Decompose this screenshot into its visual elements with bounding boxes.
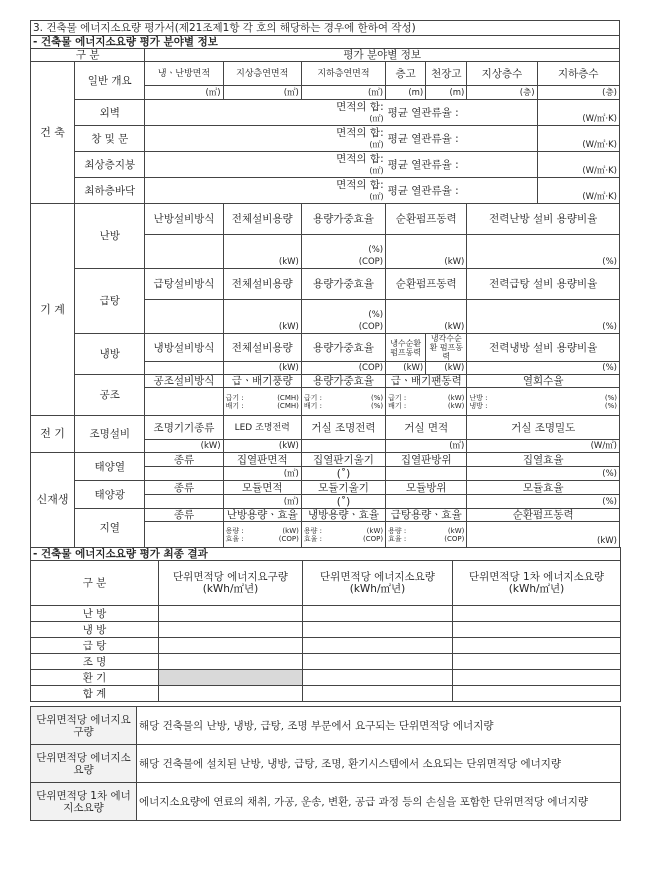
- pv-col-area: 모듈면적: [223, 481, 301, 495]
- result-row-total: 합 계: [31, 686, 159, 702]
- floor-area-sum: 면적의 합: (㎡): [145, 178, 386, 204]
- hot-pump-unit: (kW): [386, 300, 467, 334]
- heat-pump-unit: (kW): [386, 235, 467, 269]
- hot-col-ratio: 전력급탕 설비 용량비율: [467, 269, 620, 300]
- section-info-header: - 건축물 에너지소요량 평가 분야별 정보: [31, 36, 620, 49]
- geo-col-type: 종류: [145, 509, 223, 522]
- cool-ratio-unit: (%): [467, 362, 620, 375]
- cool-col-cw-pump: 냉각수순환 펌프동력: [426, 334, 467, 362]
- gen-col-above-floors: 지상층수: [467, 62, 537, 86]
- def-term-primary: 단위면적당 1차 에너지소요량: [31, 783, 137, 821]
- result-row-heating: 난 방: [31, 606, 159, 622]
- window-u-unit: (W/㎡·K): [537, 126, 619, 152]
- elec-col-led: LED 조명전력: [223, 416, 301, 440]
- sh-eff-unit: (%): [467, 467, 620, 481]
- hot-col-pump: 순환펌프동력: [386, 269, 467, 300]
- air-col-flow: 급ㆍ배기풍량: [223, 375, 301, 388]
- sh-col-tilt: 집열판기울기: [301, 453, 385, 467]
- ventilation-demand-na: [159, 670, 303, 686]
- cool-col-system: 냉방설비방식: [145, 334, 223, 362]
- result-row-hot-water: 급 탕: [31, 638, 159, 654]
- sh-azimuth-value: [386, 467, 467, 481]
- air-recovery-values: 난방 : (%) 냉방 : (%): [467, 388, 620, 416]
- elec-type-unit: (kW): [145, 440, 223, 453]
- top-roof-label: 최상층지붕: [75, 152, 145, 178]
- wall-area-sum: 면적의 합: (㎡): [145, 100, 386, 126]
- hot-col-capacity: 전체설비용량: [223, 269, 301, 300]
- pv-col-azimuth: 모듈방위: [386, 481, 467, 495]
- gen-unit-5: (층): [467, 86, 537, 100]
- elec-col-density: 거실 조명밀도: [467, 416, 620, 440]
- renew-label: 신재생: [31, 453, 75, 548]
- geo-type-value: [145, 522, 223, 548]
- hot-col-efficiency: 용량가중효율: [301, 269, 385, 300]
- cool-col-chw-pump: 냉수순환 펌프동력: [386, 334, 426, 362]
- pv-col-tilt: 모듈기울기: [301, 481, 385, 495]
- energy-evaluation-form: [30, 20, 620, 821]
- result-row-cooling: 냉 방: [31, 622, 159, 638]
- hot-system-value: [145, 300, 223, 334]
- air-system-value: [145, 388, 223, 416]
- category-header: 구 분: [31, 49, 145, 62]
- cooling-label: 냉방: [75, 334, 145, 375]
- result-category-header: 구 분: [31, 561, 159, 606]
- result-row-lighting: 조 명: [31, 654, 159, 670]
- heat-eff-unit: (%) (COP): [301, 235, 385, 269]
- cool-cw-unit: (kW): [426, 362, 467, 375]
- roof-u-unit: (W/㎡·K): [537, 152, 619, 178]
- gen-unit-1: (㎡): [223, 86, 301, 100]
- gen-col-ceiling-height: 천장고: [426, 62, 467, 86]
- geo-col-hot: 급탕용량ㆍ효율: [386, 509, 467, 522]
- air-col-fan: 급ㆍ배기팬동력: [386, 375, 467, 388]
- geo-col-heat: 난방용량ㆍ효율: [223, 509, 301, 522]
- wall-avg-u: 평균 열관류율 :: [386, 100, 537, 126]
- elec-col-room-area: 거실 면적: [386, 416, 467, 440]
- arch-label: 건 축: [31, 62, 75, 204]
- geo-cool-values: 용량 : (kW) 효율 : (COP): [301, 522, 385, 548]
- gen-col-hvac-area: 냉ㆍ난방면적: [145, 62, 223, 86]
- cool-col-efficiency: 용량가중효율: [301, 334, 385, 362]
- pv-area-unit: (㎡): [223, 495, 301, 509]
- gen-unit-2: (㎡): [301, 86, 385, 100]
- def-text-consumption: 해당 건축물에 설치된 난방, 냉방, 급탕, 조명, 환기시스템에서 소요되는 단위면적당 에너지량: [137, 745, 621, 783]
- def-term-demand: 단위면적당 에너지요구량: [31, 707, 137, 745]
- gen-col-floor-height: 층고: [386, 62, 426, 86]
- mech-label: 기 계: [31, 204, 75, 416]
- sh-col-type: 종류: [145, 453, 223, 467]
- gen-unit-4: (m): [426, 86, 467, 100]
- gen-unit-0: (㎡): [145, 86, 223, 100]
- pv-col-type: 종류: [145, 481, 223, 495]
- sh-type-value: [145, 467, 223, 481]
- sh-col-area: 집열판면적: [223, 453, 301, 467]
- sh-area-unit: (㎡): [223, 467, 301, 481]
- sh-col-azimuth: 집열판방위: [386, 453, 467, 467]
- bottom-floor-label: 최하층바닥: [75, 178, 145, 204]
- window-door-label: 창 및 문: [75, 126, 145, 152]
- pv-tilt-unit: (˚): [301, 495, 385, 509]
- hot-kw-unit: (kW): [223, 300, 301, 334]
- cool-cop-unit: (COP): [301, 362, 385, 375]
- cool-chw-unit: (kW): [386, 362, 426, 375]
- gen-col-above-area: 지상층연면적: [223, 62, 301, 86]
- sh-tilt-unit: (˚): [301, 467, 385, 481]
- geo-hot-values: 용량 : (kW) 효율 : (COP): [386, 522, 467, 548]
- air-col-system: 공조설비방식: [145, 375, 223, 388]
- evaluation-info-table: [30, 20, 620, 548]
- gen-unit-3: (m): [386, 86, 426, 100]
- gen-unit-6: (층): [537, 86, 619, 100]
- elec-density-unit: (W/㎡): [467, 440, 620, 453]
- result-col-consumption: 단위면적당 에너지소요량 (kWh/㎡년): [303, 561, 453, 606]
- air-handling-label: 공조: [75, 375, 145, 416]
- heat-col-system: 난방설비방식: [145, 204, 223, 235]
- geothermal-label: 지열: [75, 509, 145, 548]
- window-area-sum: 면적의 합: (㎡): [145, 126, 386, 152]
- elec-area-unit: (㎡): [386, 440, 467, 453]
- exterior-wall-label: 외벽: [75, 100, 145, 126]
- form-title: 3. 건축물 에너지소요량 평가서(제21조제1항 각 호의 해당하는 경우에 한하여 작성): [31, 21, 620, 36]
- info-header: 평가 분야별 정보: [145, 49, 620, 62]
- cool-system-value: [145, 362, 223, 375]
- pv-type-value: [145, 495, 223, 509]
- floor-avg-u: 평균 열관류율 :: [386, 178, 537, 204]
- elec-label: 전 기: [31, 416, 75, 453]
- heat-col-efficiency: 용량가중효율: [301, 204, 385, 235]
- heat-col-ratio: 전력난방 설비 용량비율: [467, 204, 620, 235]
- heat-kw-unit: (kW): [223, 235, 301, 269]
- geo-col-cool: 냉방용량ㆍ효율: [301, 509, 385, 522]
- wall-u-unit: (W/㎡·K): [537, 100, 619, 126]
- geo-heat-values: 용량 : (kW) 효율 : (COP): [223, 522, 301, 548]
- final-result-table: [30, 547, 621, 702]
- section-result-header: - 건축물 에너지소요량 평가 최종 결과: [31, 548, 621, 561]
- result-col-primary: 단위면적당 1차 에너지소요량 (kWh/㎡년): [453, 561, 621, 606]
- cool-kw-unit: (kW): [223, 362, 301, 375]
- heat-col-capacity: 전체설비용량: [223, 204, 301, 235]
- elec-led-unit: (kW): [223, 440, 301, 453]
- heating-label: 난방: [75, 204, 145, 269]
- sh-col-eff: 집열효율: [467, 453, 620, 467]
- heat-ratio-unit: (%): [467, 235, 620, 269]
- pv-label: 태양광: [75, 481, 145, 509]
- elec-col-room-power: 거실 조명전력: [301, 416, 385, 440]
- hot-col-system: 급탕설비방식: [145, 269, 223, 300]
- general-overview-label: 일반 개요: [75, 62, 145, 100]
- floor-u-unit: (W/㎡·K): [537, 178, 619, 204]
- air-flow-values: 급기 : (CMH) 배기 : (CMH): [223, 388, 301, 416]
- roof-area-sum: 면적의 합: (㎡): [145, 152, 386, 178]
- heat-system-value: [145, 235, 223, 269]
- hot-ratio-unit: (%): [467, 300, 620, 334]
- elec-col-type: 조명기기종류: [145, 416, 223, 440]
- result-row-ventilation: 환 기: [31, 670, 159, 686]
- gen-col-below-floors: 지하층수: [537, 62, 619, 86]
- roof-avg-u: 평균 열관류율 :: [386, 152, 537, 178]
- pv-col-eff: 모듈효율: [467, 481, 620, 495]
- pv-azimuth-value: [386, 495, 467, 509]
- lighting-label: 조명설비: [75, 416, 145, 453]
- result-col-demand: 단위면적당 에너지요구량 (kWh/㎡년): [159, 561, 303, 606]
- def-text-primary: 에너지소요량에 연료의 채취, 가공, 운송, 변환, 공급 과정 등의 손실을 포함한 단위면적당 에너지량: [137, 783, 621, 821]
- air-fan-values: 급기 : (kW) 배기 : (kW): [386, 388, 467, 416]
- air-col-recovery: 열회수율: [467, 375, 620, 388]
- geo-pump-unit: (kW): [467, 522, 620, 548]
- geo-col-pump: 순환펌프동력: [467, 509, 620, 522]
- elec-area-blank: [301, 440, 385, 453]
- gen-col-below-area: 지하층연면적: [301, 62, 385, 86]
- definitions-table: [30, 706, 621, 821]
- solar-thermal-label: 태양열: [75, 453, 145, 481]
- air-col-efficiency: 용량가중효율: [301, 375, 385, 388]
- air-eff-values: 급기 : (%) 배기 : (%): [301, 388, 385, 416]
- hot-water-label: 급탕: [75, 269, 145, 334]
- heat-col-pump: 순환펌프동력: [386, 204, 467, 235]
- hot-eff-unit: (%) (COP): [301, 300, 385, 334]
- def-term-consumption: 단위면적당 에너지소요량: [31, 745, 137, 783]
- def-text-demand: 해당 건축물의 난방, 냉방, 급탕, 조명 부문에서 요구되는 단위면적당 에너지량: [137, 707, 621, 745]
- cool-col-ratio: 전력냉방 설비 용량비율: [467, 334, 620, 362]
- window-avg-u: 평균 열관류율 :: [386, 126, 537, 152]
- pv-eff-unit: (%): [467, 495, 620, 509]
- cool-col-capacity: 전체설비용량: [223, 334, 301, 362]
